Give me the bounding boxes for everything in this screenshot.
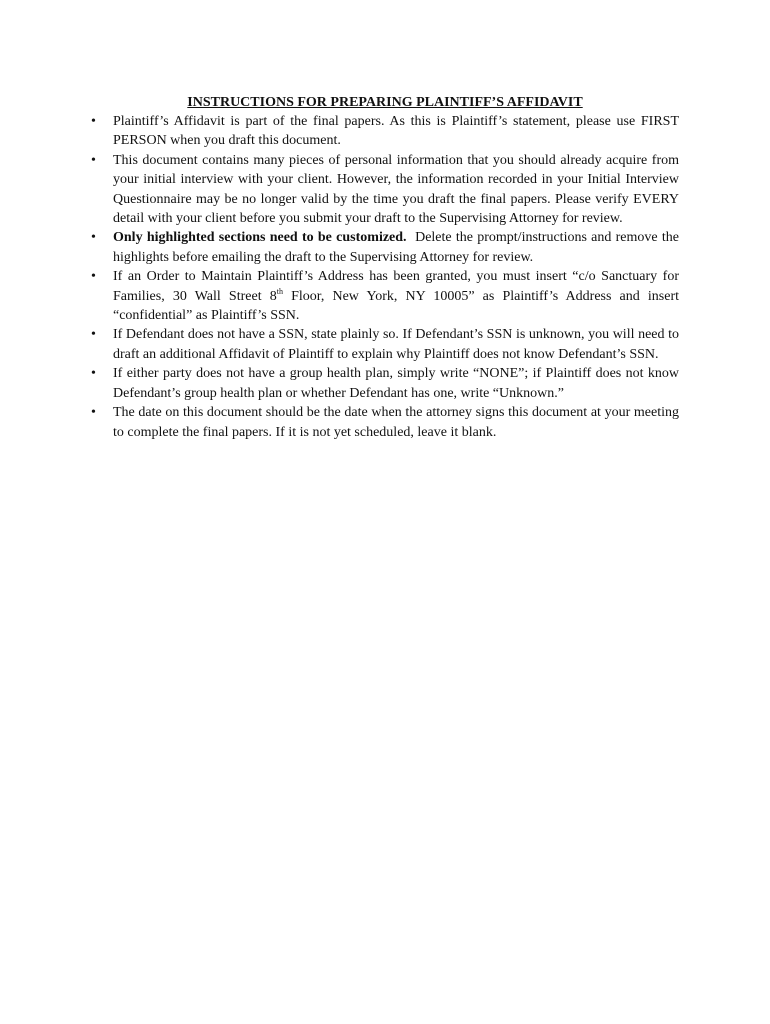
bullet-icon: •	[91, 230, 96, 246]
list-item	[91, 112, 679, 151]
bullet-icon: •	[91, 152, 96, 168]
instruction-list	[91, 112, 679, 442]
list-item-text-before: If an Order to Maintain Plaintiff’s Address has been granted, you must insert “c/o Sanctuary for Families, 30 Wall Street 8	[113, 269, 679, 304]
list-item-text-after: Floor, New York, NY 10005” as Plaintiff’s Address and insert “confidential” as Plaintiff’s SSN.	[113, 288, 680, 324]
list-item-text: This document contains many pieces of personal information that you should already acquire from your initial interview with your client. However, the information recorded in your Initial Interview Questionnaire may be no longer valid by the time you draft the final papers. Please verify EVERY detail with your client before you submit your draft to the Supervising Attorney for review.	[113, 152, 679, 227]
list-item	[91, 151, 679, 229]
list-item-text: If either party does not have a group health plan, simply write “NONE”; if Plaintiff does not know Defendant’s group health plan or whether Defendant has one, write “Unknown.”	[113, 366, 679, 401]
list-item	[91, 364, 679, 403]
list-item	[91, 325, 679, 364]
list-item	[91, 267, 679, 325]
list-item-text: The date on this document should be the date when the attorney signs this document at your meeting to complete the final papers. If it is not yet scheduled, leave it blank.	[113, 405, 679, 440]
list-item-text: If Defendant does not have a SSN, state plainly so. If Defendant’s SSN is unknown, you will need to draft an additional Affidavit of Plaintiff to explain why Plaintiff does not know Defendant’s SSN.	[113, 327, 679, 362]
list-item-text: Plaintiff’s Affidavit is part of the final papers. As this is Plaintiff’s statement, please use FIRST PERSON when you draft this document.	[113, 114, 679, 149]
list-item-bold-lead: Only highlighted sections need to be customized.	[113, 230, 407, 246]
bullet-icon: •	[91, 269, 96, 285]
bullet-icon: •	[91, 327, 96, 343]
bullet-icon: •	[91, 366, 96, 382]
document-title: INSTRUCTIONS FOR PREPARING PLAINTIFF’S AFFIDAVIT	[187, 95, 583, 110]
document-body	[91, 93, 679, 442]
list-item	[91, 228, 679, 267]
list-item-text: Delete the prompt/instructions and remove the highlights before emailing the draft to the Supervising Attorney for review.	[113, 230, 679, 265]
list-item	[91, 403, 679, 442]
ordinal-superscript: th	[276, 286, 283, 296]
bullet-icon: •	[91, 405, 96, 421]
bullet-icon: •	[91, 114, 96, 129]
